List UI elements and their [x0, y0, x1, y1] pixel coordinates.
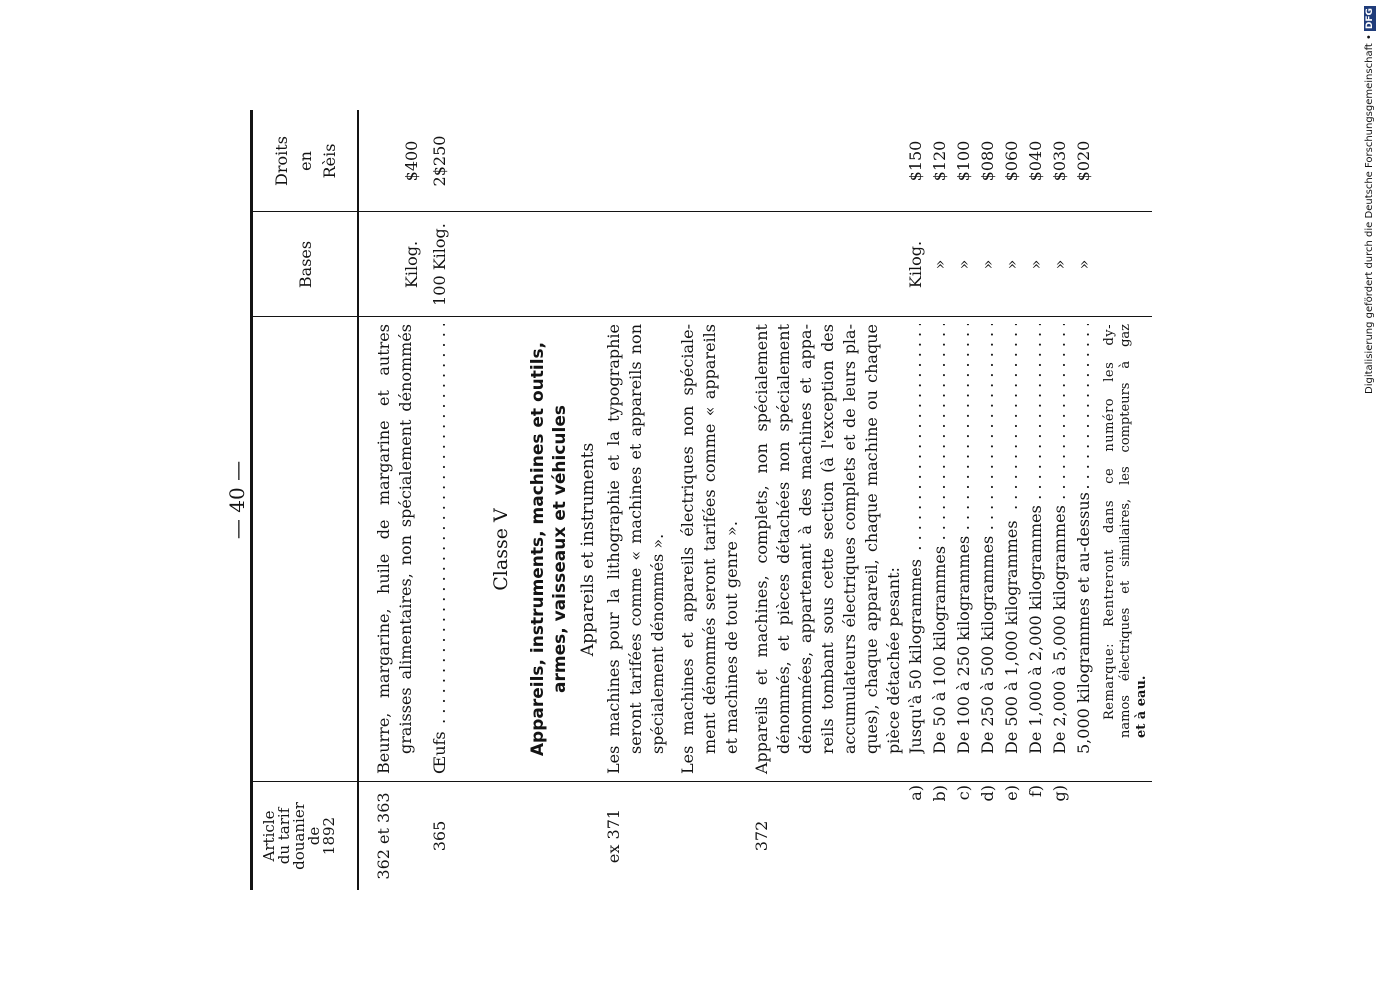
row2-article: 365 [430, 820, 449, 852]
a372-item [930, 0, 952, 1000]
row1-desc-line1: Beurre, margarine, huile de margarine et autres [374, 324, 393, 774]
item-base: » [954, 259, 973, 270]
a372-line4: reils tombant sous cette section (à l'exception des [818, 324, 837, 754]
item-letter: c) [954, 785, 973, 801]
row1-base: Kilog. [402, 240, 421, 289]
page-number: — 40 — [225, 460, 249, 540]
header-article: Article du tarif douanier de 1892 [260, 802, 338, 870]
item-duty: $060 [1002, 140, 1021, 182]
row2-desc-text: Œufs [430, 727, 449, 774]
remark-line3: et à eau. [1134, 675, 1149, 738]
a372-line5: accumulateurs électriques complets et de leurs pla- [840, 324, 859, 754]
header-bases: Bases [296, 240, 315, 289]
ex371-p2-line2: ment dénommés seront tarifées comme « appareils [700, 324, 719, 754]
row1-duty: $400 [402, 140, 421, 182]
a372-article: 372 [752, 820, 771, 852]
item-base: » [930, 259, 949, 270]
a372-line6: ques), chaque appareil, chaque machine ou chaque [862, 324, 881, 754]
item-text [1026, 324, 1046, 754]
a372-item [1074, 0, 1096, 1000]
a372-item [906, 0, 928, 1000]
class-heading-line2: armes, vaisseaux et véhicules [550, 405, 570, 693]
row2-duty: 2$250 [430, 135, 449, 187]
row2-base: 100 Kilog. [430, 223, 449, 306]
item-duty: $040 [1026, 140, 1045, 182]
item-text [906, 324, 926, 754]
digitization-text: Digitalisierung gefördert durch die Deutsche Forschungsgemeinschaft • [1364, 34, 1375, 394]
item-base: » [1050, 259, 1069, 270]
ex371-p1-line2: seront tarifées comme « machines et appareils non [626, 324, 645, 754]
row1-desc-line2: graisses alimentaires, non spécialement dénommés [396, 324, 415, 754]
a372-item [978, 0, 1000, 1000]
item-label: De 1,000 à 2,000 kilogrammes [1026, 501, 1045, 754]
header-droits: Droits en Rèis [272, 136, 339, 186]
item-text [978, 324, 998, 754]
header-rule [357, 110, 359, 890]
class-subheading: Appareils et instruments [578, 442, 598, 657]
item-letter: d) [978, 785, 997, 802]
a372-item [954, 0, 976, 1000]
class-title: Classe V [490, 508, 512, 591]
item-duty: $020 [1074, 140, 1093, 182]
item-duty: $150 [906, 140, 925, 182]
a372-line1: Appareils et machines, complets, non spécialement [752, 324, 771, 774]
top-rule [250, 110, 253, 890]
a372-item [1050, 0, 1072, 1000]
row2-leader [430, 324, 450, 734]
item-duty: $100 [954, 140, 973, 182]
item-label: 5,000 kilogrammes et au-dessus [1074, 488, 1093, 754]
item-text [1002, 324, 1022, 754]
a372-line7: pièce détachée pesant: [884, 567, 903, 754]
remark-line1: Remarque: Rentreront dans ce numéro les dy- [1102, 324, 1117, 720]
a372-item [1026, 0, 1048, 1000]
item-base: » [1074, 259, 1093, 270]
a372-line2: dénommés, et pièces détachées non spécialement [774, 324, 793, 754]
digitization-note [1362, 8, 1378, 394]
ex371-p2-line1: Les machines et appareils électriques non spéciale- [678, 324, 697, 774]
item-text [1074, 324, 1094, 754]
class-heading-line1: Appareils, instruments, machines et outils, [528, 341, 548, 757]
item-base: » [1002, 259, 1021, 270]
ex371-p2-line3: et machines de tout genre ». [722, 521, 741, 754]
row2-desc [430, 324, 450, 774]
item-letter: a) [906, 785, 925, 801]
item-duty: $080 [978, 140, 997, 182]
item-duty: $030 [1050, 140, 1069, 182]
remark-line2: namos électriques et similaires, les compteurs à gaz [1118, 324, 1133, 738]
ex371-p1-line1: Les machines pour la lithographie et la typographie [604, 324, 623, 774]
item-label: De 50 à 100 kilogrammes [930, 542, 949, 754]
ex371-article: ex 371 [604, 808, 623, 864]
item-letter: b) [930, 785, 949, 802]
item-label: Jusqu'à 50 kilogrammes [906, 555, 925, 754]
item-label: De 100 à 250 kilogrammes [954, 532, 973, 754]
item-text [1050, 324, 1070, 754]
item-label: De 2,000 à 5,000 kilogrammes [1050, 501, 1069, 754]
item-text [954, 324, 974, 754]
item-base: » [1026, 259, 1045, 270]
item-label: De 250 à 500 kilogrammes [978, 532, 997, 754]
digitization-sidebar [1362, 8, 1378, 394]
item-letter: f) [1026, 785, 1045, 798]
a372-item [1002, 0, 1024, 1000]
row1-article: 362 et 363 [374, 792, 393, 880]
item-letter: g) [1050, 785, 1069, 802]
dfg-logo: DFG [1365, 8, 1375, 30]
item-base: Kilog. [906, 240, 925, 289]
item-text [930, 324, 950, 754]
ex371-p1-line3: spécialement dénommés ». [648, 533, 667, 754]
item-label: De 500 à 1,000 kilogrammes [1002, 516, 1021, 754]
item-letter: e) [1002, 785, 1021, 801]
item-base: » [978, 259, 997, 270]
item-duty: $120 [930, 140, 949, 182]
a372-line3: dénommées, appartenant à des machines et appa- [796, 324, 815, 754]
